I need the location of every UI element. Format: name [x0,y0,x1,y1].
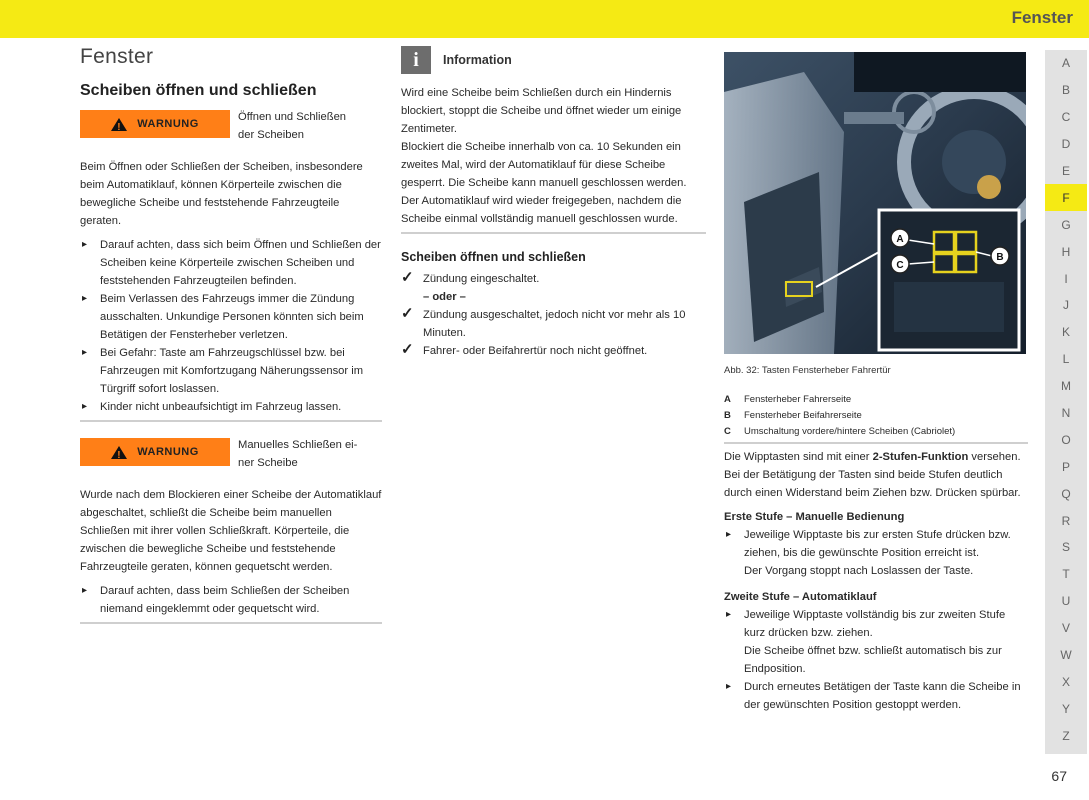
intro-text: versehen. Bei der Betätigung der Tasten sind beide Stufen deutlich durch einen Widerstand beim Ziehen bzw. Drücken spürbar. [724,451,1021,499]
page-number: 67 [1051,768,1067,784]
warning-label: WARNUNG [137,118,199,130]
warning-body: Wurde nach dem Blockieren einer Scheibe der Automatiklauf abgeschaltet, schließt die Scheibe beim manuellen Schließen mit ihrer vollen Schließkraft. Körperteile, die zwischen die bewegliche Scheibe und feststehende Fahrzeugteile geraten, können gequetscht werden. [80,489,382,573]
stage1-title: Erste Stufe – Manuelle Bedienung [724,511,905,523]
legend-text: Umschaltung vordere/hintere Scheiben (Cabriolet) [744,426,956,437]
warning-body: Beim Öffnen oder Schließen der Scheiben, insbesondere beim Automatiklauf, können Körperteile zwischen die bewegliche Scheibe und feststehende Fahrzeugteile geraten. [80,161,363,227]
header-title: Fenster [1011,8,1073,27]
index-letter-r[interactable]: R [1061,513,1071,528]
index-letter-y[interactable]: Y [1061,701,1070,716]
index-letter-a[interactable]: A [1061,56,1070,71]
column-middle [401,46,706,360]
index-letter-j[interactable]: J [1063,298,1069,313]
stage2-title: Zweite Stufe – Automatiklauf [724,591,877,603]
index-letter-v[interactable]: V [1061,621,1070,636]
index-letter-b[interactable]: B [1061,83,1070,98]
note-text: Die Scheibe öffnet bzw. schließt automatisch bis zur Endposition. [744,645,1002,675]
intro-text: Die Wipptasten sind mit einer [724,451,873,463]
legend-key: A [724,394,731,405]
legend-key: B [724,410,731,421]
legend-key: C [724,426,731,437]
index-letter-e[interactable]: E [1061,164,1070,178]
check-item: ✓ Zündung ausgeschaltet, jedoch nicht vor mehr als 10 Minuten. [401,306,706,342]
index-letter-w[interactable]: W [1060,648,1072,663]
figure-caption: Abb. 32: Tasten Fensterheber Fahrertür [724,365,891,376]
bullet-item: ▸ Darauf achten, dass sich beim Öffnen und Schließen der Scheiben keine Körperteile zwischen Scheiben und feststehenden Fahrzeugteilen befinden. [80,236,382,290]
legend-item [724,424,1028,440]
index-letter-o[interactable]: O [1061,432,1071,447]
bullet-item: ▸ Jeweilige Wipptaste vollständig bis zur zweiten Stufe kurz drücken bzw. ziehen. [724,606,1028,642]
info-header [401,46,706,74]
legend-item [724,392,1028,408]
index-letter-z[interactable]: Z [1062,728,1070,743]
figure-legend [724,392,1028,440]
info-title: Information [443,53,512,67]
index-letter-s[interactable]: S [1061,540,1070,555]
index-letter-g[interactable]: G [1061,217,1071,232]
index-letter-u[interactable]: U [1061,594,1071,609]
warning-icon [111,118,127,131]
check-item: ✓ Zündung eingeschaltet. [401,270,706,288]
divider [80,420,382,422]
bullet-item: ▸ Durch erneutes Betätigen der Taste kann die Scheibe in der gewünschten Position gestoppt werden. [724,678,1028,714]
index-letter-h[interactable]: H [1061,244,1071,259]
bullet-item: ▸ Beim Verlassen des Fahrzeugs immer die Zündung ausschalten. Unkundige Personen könnten sich beim Betätigen der Fensterheber verletzen. [80,290,382,344]
bullet-item: ▸ Jeweilige Wipptaste bis zur ersten Stufe drücken bzw. ziehen, bis die gewünschte Position erreicht ist. [724,526,1028,562]
legend-item [724,408,1028,424]
info-body: Blockiert die Scheibe innerhalb von ca. 10 Sekunden ein zweites Mal, wird der Automatiklauf für diese Scheibe gesperrt. Die Scheibe kann manuell geschlossen werden. Der Automatiklauf wird wieder freigegeben, nachdem die Scheibe einmal vollständig manuell geschlossen wurde. [401,141,687,225]
note-text: Der Vorgang stoppt nach Loslassen der Taste. [744,565,974,577]
bullet-item: ▸ Bei Gefahr: Taste am Fahrzeugschlüssel bzw. bei Fahrzeugen mit Komfortzugang Näherungssensor im Türgriff sofort loslassen. [80,344,382,398]
subsection-title: Scheiben öffnen und schließen [401,250,586,264]
legend-text: Fensterheber Beifahrerseite [744,410,862,421]
warning-title-line: Öffnen und Schließen [238,111,347,123]
door-panel-illustration [724,52,1026,354]
index-letter-x[interactable]: X [1061,674,1070,689]
callout-c: C [896,260,904,271]
section-title: Scheiben öffnen und schließen [80,82,317,99]
divider [401,232,706,234]
legend-text: Fensterheber Fahrerseite [744,394,852,405]
alphabet-index [1045,50,1087,754]
index-letter-t[interactable]: T [1062,567,1070,582]
chapter-title: Fenster [80,45,154,68]
index-letter-i[interactable]: I [1064,271,1068,286]
warning-box-2 [80,436,382,472]
warning-badge [80,438,230,466]
index-letter-f[interactable]: F [1045,184,1087,211]
index-letter-c[interactable]: C [1061,110,1071,125]
warning-box-1 [80,108,382,144]
divider [80,622,382,624]
check-item: ✓ Fahrer- oder Beifahrertür noch nicht geöffnet. [401,342,706,360]
door-switch-image [724,52,1026,354]
or-separator: – oder – [423,291,466,303]
index-letter-k[interactable]: K [1061,325,1070,340]
info-body: Wird eine Scheibe beim Schließen durch ein Hindernis blockiert, stoppt die Scheibe und öffnet wieder um einige Zentimeter. [401,87,682,135]
warning-badge [80,110,230,138]
index-letter-m[interactable]: M [1061,379,1071,394]
index-letter-l[interactable]: L [1062,352,1070,367]
warning-label: WARNUNG [137,446,199,458]
intro-paragraph [724,448,1028,502]
warning-title-line: ner Scheibe [238,457,298,469]
warning-title-line: der Scheiben [238,129,304,141]
warning-title [238,108,346,144]
index-letter-d[interactable]: D [1061,137,1071,152]
divider [724,442,1028,444]
info-icon: i [401,46,431,74]
index-letter-q[interactable]: Q [1061,486,1071,501]
header-bar [0,0,1089,38]
warning-icon [111,446,127,459]
column-left [80,46,382,638]
column-right [724,46,1028,714]
callout-a: A [896,234,904,245]
index-letter-n[interactable]: N [1061,406,1071,421]
warning-title-line: Manuelles Schließen ei- [238,439,358,451]
warning-title [238,436,357,472]
bullet-item: ▸ Darauf achten, dass beim Schließen der Scheiben niemand eingeklemmt oder gequetscht wird. [80,582,382,618]
index-letter-p[interactable]: P [1061,459,1070,474]
intro-bold: 2-Stufen-Funktion [872,451,969,463]
callout-b: B [996,252,1004,263]
bullet-item: ▸ Kinder nicht unbeaufsichtigt im Fahrzeug lassen. [80,398,382,416]
